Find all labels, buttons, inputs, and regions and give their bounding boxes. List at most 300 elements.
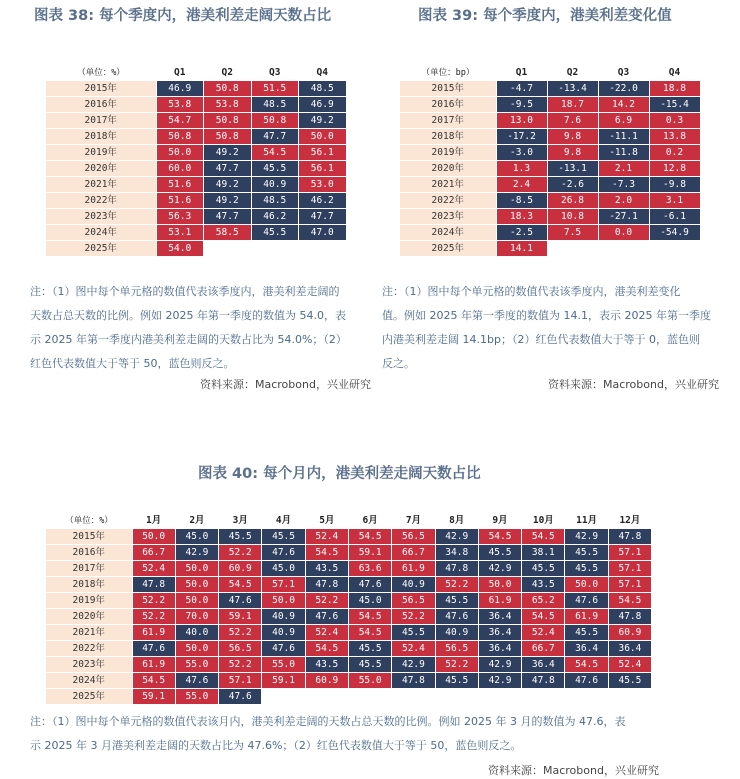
heat-cell-blue: 45.5 bbox=[522, 561, 565, 577]
year-label: 2020年 bbox=[46, 609, 132, 625]
heat-cell-red: 54.5 bbox=[608, 593, 651, 609]
column-header: 11月 bbox=[565, 514, 608, 529]
heat-cell-blue: 46.2 bbox=[251, 209, 299, 225]
heat-cell-red: 53.8 bbox=[156, 97, 204, 113]
heat-cell-red: 55.0 bbox=[348, 673, 391, 689]
heat-cell-red: 50.0 bbox=[175, 577, 218, 593]
table-row bbox=[46, 609, 652, 625]
heat-cell-blue: 45.0 bbox=[348, 593, 391, 609]
heat-cell-red: 50.0 bbox=[565, 577, 608, 593]
heat-cell-red: 52.2 bbox=[219, 625, 262, 641]
year-label: 2021年 bbox=[46, 625, 132, 641]
year-label: 2025年 bbox=[46, 689, 132, 705]
heat-cell-red: 52.4 bbox=[608, 657, 651, 673]
heat-cell-red: 51.5 bbox=[251, 81, 299, 97]
heat-cell-blue: 45.5 bbox=[565, 561, 608, 577]
year-label: 2024年 bbox=[46, 225, 156, 241]
heat-cell-red: 59.1 bbox=[348, 545, 391, 561]
heat-cell-blue: 45.5 bbox=[435, 593, 478, 609]
heat-cell-red: 52.2 bbox=[132, 609, 175, 625]
heat-cell-blue: 48.5 bbox=[299, 81, 347, 97]
heat-cell-red: 52.2 bbox=[219, 545, 262, 561]
heat-cell-red: 54.5 bbox=[305, 545, 348, 561]
heat-cell-red: 13.8 bbox=[649, 129, 700, 145]
heat-cell-red: 50.8 bbox=[251, 113, 299, 129]
table-row bbox=[46, 113, 346, 129]
heat-cell-red: 56.1 bbox=[299, 161, 347, 177]
table-row bbox=[46, 625, 652, 641]
heat-cell-red: 1.3 bbox=[496, 161, 547, 177]
heat-cell-red: 50.0 bbox=[478, 577, 521, 593]
empty-cell bbox=[305, 689, 348, 705]
heat-cell-blue: 42.9 bbox=[478, 657, 521, 673]
heat-cell-blue: 47.8 bbox=[522, 673, 565, 689]
heat-cell-blue: 46.9 bbox=[156, 81, 204, 97]
empty-cell bbox=[392, 689, 435, 705]
heat-cell-red: 55.0 bbox=[262, 657, 305, 673]
heat-cell-blue: 45.5 bbox=[435, 673, 478, 689]
year-label: 2021年 bbox=[400, 177, 496, 193]
heat-cell-red: 56.5 bbox=[435, 641, 478, 657]
note-line: 示 2025 年第一季度内港美利差走阔的天数占比为 54.0%；（2） bbox=[30, 333, 347, 346]
unit-label: （单位：%） bbox=[46, 514, 132, 529]
heat-cell-blue: 34.8 bbox=[435, 545, 478, 561]
chart-40-note bbox=[30, 710, 730, 758]
heat-cell-red: 66.7 bbox=[392, 545, 435, 561]
empty-cell bbox=[565, 689, 608, 705]
table-row bbox=[400, 193, 700, 209]
heat-cell-blue: 40.0 bbox=[175, 625, 218, 641]
year-label: 2015年 bbox=[46, 529, 132, 545]
heat-cell-red: 50.8 bbox=[204, 81, 252, 97]
empty-cell bbox=[435, 689, 478, 705]
column-header: 8月 bbox=[435, 514, 478, 529]
heat-cell-red: 54.5 bbox=[565, 657, 608, 673]
year-label: 2016年 bbox=[46, 545, 132, 561]
header-row bbox=[46, 514, 652, 529]
heat-cell-blue: 47.6 bbox=[262, 545, 305, 561]
year-label: 2024年 bbox=[46, 673, 132, 689]
heat-cell-blue: 42.9 bbox=[175, 545, 218, 561]
heat-cell-blue: 45.5 bbox=[565, 625, 608, 641]
heat-cell-red: 53.8 bbox=[204, 97, 252, 113]
heat-cell-blue: -9.8 bbox=[649, 177, 700, 193]
heat-cell-blue: 47.7 bbox=[204, 209, 252, 225]
heat-cell-blue: 47.6 bbox=[305, 609, 348, 625]
empty-cell bbox=[522, 689, 565, 705]
column-header: 4月 bbox=[262, 514, 305, 529]
heat-cell-red: 52.2 bbox=[435, 577, 478, 593]
heat-cell-blue: 47.6 bbox=[565, 673, 608, 689]
chart-38-source: 资料来源：Macrobond，兴业研究 bbox=[200, 378, 371, 391]
table-row bbox=[46, 641, 652, 657]
column-header: 12月 bbox=[608, 514, 651, 529]
table-row bbox=[46, 657, 652, 673]
heat-cell-red: 54.5 bbox=[348, 529, 391, 545]
heat-cell-red: 53.0 bbox=[299, 177, 347, 193]
heat-cell-red: 52.2 bbox=[219, 657, 262, 673]
heat-cell-red: 59.1 bbox=[219, 609, 262, 625]
table-row bbox=[46, 673, 652, 689]
table-row bbox=[400, 241, 700, 257]
note-line: 注：（1）图中每个单元格的数值代表该季度内，港美利差走阔的 bbox=[30, 285, 340, 298]
heat-cell-blue: -13.4 bbox=[547, 81, 598, 97]
note-line: 红色代表数值大于等于 50，蓝色则反之。 bbox=[30, 357, 235, 370]
heat-cell-red: 56.1 bbox=[299, 145, 347, 161]
heat-cell-red: 50.0 bbox=[156, 145, 204, 161]
heat-cell-red: 50.0 bbox=[262, 593, 305, 609]
year-label: 2020年 bbox=[46, 161, 156, 177]
year-label: 2019年 bbox=[46, 593, 132, 609]
heat-cell-red: 52.4 bbox=[305, 529, 348, 545]
heat-cell-red: 0.3 bbox=[649, 113, 700, 129]
heat-cell-red: 52.4 bbox=[522, 625, 565, 641]
table-row bbox=[400, 97, 700, 113]
heat-cell-red: 2.1 bbox=[598, 161, 649, 177]
heat-cell-red: 63.6 bbox=[348, 561, 391, 577]
heat-cell-blue: -7.3 bbox=[598, 177, 649, 193]
heat-cell-blue: 47.6 bbox=[565, 593, 608, 609]
chart-40-source: 资料来源：Macrobond，兴业研究 bbox=[488, 764, 659, 777]
column-header: Q1 bbox=[496, 66, 547, 81]
year-label: 2022年 bbox=[400, 193, 496, 209]
note-line: 天数占总天数的比例。例如 2025 年第一季度的数值为 54.0，表 bbox=[30, 309, 346, 322]
empty-cell bbox=[299, 241, 347, 257]
heat-cell-blue: 42.9 bbox=[392, 657, 435, 673]
year-label: 2018年 bbox=[400, 129, 496, 145]
heat-cell-red: 9.8 bbox=[547, 129, 598, 145]
year-label: 2016年 bbox=[400, 97, 496, 113]
heat-cell-red: 18.7 bbox=[547, 97, 598, 113]
heat-cell-blue: 40.9 bbox=[392, 577, 435, 593]
unit-label: （单位：%） bbox=[46, 66, 156, 81]
heat-cell-blue: 45.5 bbox=[608, 673, 651, 689]
heat-cell-blue: 47.6 bbox=[262, 641, 305, 657]
heat-cell-red: 59.1 bbox=[262, 673, 305, 689]
heat-cell-red: 61.9 bbox=[392, 561, 435, 577]
year-label: 2017年 bbox=[46, 561, 132, 577]
year-label: 2017年 bbox=[400, 113, 496, 129]
empty-cell bbox=[251, 241, 299, 257]
heat-cell-red: 3.1 bbox=[649, 193, 700, 209]
heat-cell-blue: 47.8 bbox=[608, 609, 651, 625]
year-label: 2023年 bbox=[400, 209, 496, 225]
note-line: 内港美利差走阔 14.1bp；（2）红色代表数值大于等于 0，蓝色则 bbox=[382, 333, 700, 346]
empty-cell bbox=[608, 689, 651, 705]
heat-cell-red: 57.1 bbox=[608, 577, 651, 593]
heat-cell-red: 50.8 bbox=[204, 113, 252, 129]
heat-cell-red: 7.6 bbox=[547, 113, 598, 129]
heat-cell-blue: -6.1 bbox=[649, 209, 700, 225]
header-row bbox=[400, 66, 700, 81]
heat-cell-blue: 40.9 bbox=[435, 625, 478, 641]
heat-cell-blue: 47.8 bbox=[608, 529, 651, 545]
column-header: 1月 bbox=[132, 514, 175, 529]
heat-cell-blue: 49.2 bbox=[204, 145, 252, 161]
heat-cell-red: 66.7 bbox=[132, 545, 175, 561]
heat-cell-blue: -27.1 bbox=[598, 209, 649, 225]
heat-cell-blue: 47.7 bbox=[299, 209, 347, 225]
heat-cell-blue: 42.9 bbox=[478, 673, 521, 689]
heat-cell-blue: 47.0 bbox=[299, 225, 347, 241]
heat-cell-red: 50.0 bbox=[175, 593, 218, 609]
heat-cell-blue: 48.5 bbox=[251, 97, 299, 113]
heat-cell-blue: 36.4 bbox=[522, 657, 565, 673]
year-label: 2018年 bbox=[46, 129, 156, 145]
heat-cell-blue: -11.8 bbox=[598, 145, 649, 161]
table-row bbox=[400, 225, 700, 241]
column-header: Q4 bbox=[649, 66, 700, 81]
heat-cell-blue: 45.5 bbox=[348, 657, 391, 673]
heat-cell-blue: 47.8 bbox=[305, 577, 348, 593]
heat-cell-blue: -11.1 bbox=[598, 129, 649, 145]
heat-cell-red: 2.4 bbox=[496, 177, 547, 193]
table-row bbox=[46, 97, 346, 113]
year-label: 2019年 bbox=[400, 145, 496, 161]
table-row bbox=[46, 193, 346, 209]
heat-cell-blue: 45.0 bbox=[175, 529, 218, 545]
heat-cell-blue: 45.5 bbox=[565, 545, 608, 561]
heat-cell-red: 57.1 bbox=[608, 561, 651, 577]
heat-cell-red: 54.5 bbox=[219, 577, 262, 593]
heat-cell-blue: 45.5 bbox=[478, 545, 521, 561]
note-line: 注：（1）图中每个单元格的数值代表该季度内，港美利差变化 bbox=[382, 285, 681, 298]
year-label: 2021年 bbox=[46, 177, 156, 193]
heat-cell-blue: 43.5 bbox=[522, 577, 565, 593]
header-row bbox=[46, 66, 346, 81]
column-header: Q1 bbox=[156, 66, 204, 81]
heat-cell-red: 50.0 bbox=[299, 129, 347, 145]
heat-cell-red: 52.2 bbox=[435, 657, 478, 673]
heat-cell-blue: -4.7 bbox=[496, 81, 547, 97]
heat-cell-blue: 47.8 bbox=[132, 577, 175, 593]
heat-cell-red: 54.7 bbox=[156, 113, 204, 129]
heat-cell-blue: 49.2 bbox=[204, 193, 252, 209]
heat-cell-blue: 47.6 bbox=[435, 609, 478, 625]
heat-cell-red: 52.4 bbox=[392, 641, 435, 657]
year-label: 2018年 bbox=[46, 577, 132, 593]
heat-cell-blue: 36.4 bbox=[565, 641, 608, 657]
heat-cell-blue: 40.9 bbox=[262, 625, 305, 641]
column-header: 2月 bbox=[175, 514, 218, 529]
heat-cell-blue: 47.6 bbox=[348, 577, 391, 593]
heat-cell-blue: 48.5 bbox=[251, 193, 299, 209]
table-row bbox=[46, 177, 346, 193]
heat-cell-red: 14.1 bbox=[496, 241, 547, 257]
table-row bbox=[400, 145, 700, 161]
heat-cell-red: 56.5 bbox=[392, 529, 435, 545]
year-label: 2024年 bbox=[400, 225, 496, 241]
column-header: 7月 bbox=[392, 514, 435, 529]
heat-cell-red: 57.1 bbox=[219, 673, 262, 689]
chart-40-heatmap-table bbox=[46, 514, 652, 705]
year-label: 2025年 bbox=[46, 241, 156, 257]
column-header: Q3 bbox=[598, 66, 649, 81]
heat-cell-blue: 47.7 bbox=[251, 129, 299, 145]
table-row bbox=[46, 145, 346, 161]
table-row bbox=[400, 161, 700, 177]
heat-cell-blue: -3.0 bbox=[496, 145, 547, 161]
heat-cell-blue: 40.9 bbox=[251, 177, 299, 193]
heat-cell-red: 50.0 bbox=[175, 641, 218, 657]
heat-cell-red: 55.0 bbox=[175, 689, 218, 705]
heat-cell-red: 56.5 bbox=[219, 641, 262, 657]
heat-cell-blue: 43.5 bbox=[305, 561, 348, 577]
heat-cell-red: 57.1 bbox=[608, 545, 651, 561]
empty-cell bbox=[598, 241, 649, 257]
heat-cell-red: 54.5 bbox=[522, 529, 565, 545]
heat-cell-red: 50.0 bbox=[175, 561, 218, 577]
year-label: 2019年 bbox=[46, 145, 156, 161]
heat-cell-blue: -2.6 bbox=[547, 177, 598, 193]
table-row bbox=[46, 561, 652, 577]
heat-cell-blue: -8.5 bbox=[496, 193, 547, 209]
heat-cell-blue: 47.7 bbox=[204, 161, 252, 177]
heat-cell-red: 51.6 bbox=[156, 177, 204, 193]
heat-cell-red: 54.5 bbox=[478, 529, 521, 545]
year-label: 2015年 bbox=[46, 81, 156, 97]
heat-cell-red: 54.5 bbox=[132, 673, 175, 689]
heat-cell-blue: 42.9 bbox=[435, 529, 478, 545]
heat-cell-blue: 42.9 bbox=[478, 561, 521, 577]
chart-40-title: 图表 40: 每个月内，港美利差走阔天数占比 bbox=[198, 466, 481, 482]
heat-cell-blue: -13.1 bbox=[547, 161, 598, 177]
heat-cell-blue: 47.6 bbox=[219, 689, 262, 705]
heat-cell-blue: 43.5 bbox=[305, 657, 348, 673]
heat-cell-red: 26.8 bbox=[547, 193, 598, 209]
heat-cell-blue: 45.5 bbox=[219, 529, 262, 545]
heat-cell-red: 6.9 bbox=[598, 113, 649, 129]
chart-38-heatmap-table bbox=[46, 66, 347, 257]
heat-cell-red: 52.2 bbox=[305, 593, 348, 609]
heat-cell-red: 61.9 bbox=[132, 625, 175, 641]
heat-cell-red: 60.9 bbox=[608, 625, 651, 641]
year-label: 2016年 bbox=[46, 97, 156, 113]
column-header: 3月 bbox=[219, 514, 262, 529]
heat-cell-blue: -22.0 bbox=[598, 81, 649, 97]
table-row bbox=[46, 241, 346, 257]
heat-cell-red: 66.7 bbox=[522, 641, 565, 657]
heat-cell-red: 61.9 bbox=[565, 609, 608, 625]
heat-cell-red: 7.5 bbox=[547, 225, 598, 241]
empty-cell bbox=[649, 241, 700, 257]
year-label: 2020年 bbox=[400, 161, 496, 177]
heat-cell-red: 54.5 bbox=[251, 145, 299, 161]
heat-cell-red: 52.4 bbox=[132, 561, 175, 577]
column-header: Q2 bbox=[547, 66, 598, 81]
note-line: 反之。 bbox=[382, 357, 415, 370]
year-label: 2015年 bbox=[400, 81, 496, 97]
heat-cell-red: 54.0 bbox=[156, 241, 204, 257]
heat-cell-blue: -54.9 bbox=[649, 225, 700, 241]
year-label: 2023年 bbox=[46, 657, 132, 673]
note-line: 注：（1）图中每个单元格的数值代表该月内，港美利差走阔的天数占总天数的比例。例如 2025 年 3 月的数值为 47.6，表 bbox=[30, 715, 626, 728]
heat-cell-red: 60.0 bbox=[156, 161, 204, 177]
table-row bbox=[400, 209, 700, 225]
heat-cell-red: 55.0 bbox=[175, 657, 218, 673]
heat-cell-red: 12.8 bbox=[649, 161, 700, 177]
heat-cell-red: 70.0 bbox=[175, 609, 218, 625]
heat-cell-red: 54.5 bbox=[348, 625, 391, 641]
year-label: 2025年 bbox=[400, 241, 496, 257]
table-row bbox=[46, 161, 346, 177]
chart-39-heatmap-table bbox=[400, 66, 701, 257]
heat-cell-blue: 40.9 bbox=[262, 609, 305, 625]
heat-cell-blue: -9.5 bbox=[496, 97, 547, 113]
table-row bbox=[400, 129, 700, 145]
heat-cell-red: 18.8 bbox=[649, 81, 700, 97]
heat-cell-blue: 38.1 bbox=[522, 545, 565, 561]
chart-39-note bbox=[382, 280, 727, 376]
empty-cell bbox=[204, 241, 252, 257]
heat-cell-red: 54.5 bbox=[522, 609, 565, 625]
heat-cell-blue: -2.5 bbox=[496, 225, 547, 241]
chart-39-title: 图表 39: 每个季度内，港美利差变化值 bbox=[418, 8, 672, 24]
heat-cell-red: 18.3 bbox=[496, 209, 547, 225]
chart-38-title: 图表 38: 每个季度内，港美利差走阔天数占比 bbox=[34, 8, 332, 24]
heat-cell-blue: 47.8 bbox=[392, 673, 435, 689]
table-row bbox=[400, 113, 700, 129]
heat-cell-red: 59.1 bbox=[132, 689, 175, 705]
heat-cell-blue: 36.4 bbox=[478, 609, 521, 625]
chart-39-source: 资料来源：Macrobond，兴业研究 bbox=[548, 378, 719, 391]
heat-cell-red: 60.9 bbox=[219, 561, 262, 577]
heat-cell-red: 50.0 bbox=[132, 529, 175, 545]
table-row bbox=[46, 209, 346, 225]
heat-cell-blue: 42.9 bbox=[565, 529, 608, 545]
unit-label: （单位：bp） bbox=[400, 66, 496, 81]
heat-cell-red: 58.5 bbox=[204, 225, 252, 241]
heat-cell-red: 61.9 bbox=[132, 657, 175, 673]
heat-cell-blue: 49.2 bbox=[299, 113, 347, 129]
heat-cell-red: 54.5 bbox=[348, 609, 391, 625]
table-row bbox=[46, 129, 346, 145]
heat-cell-blue: 47.8 bbox=[435, 561, 478, 577]
heat-cell-red: 53.1 bbox=[156, 225, 204, 241]
year-label: 2022年 bbox=[46, 193, 156, 209]
empty-cell bbox=[478, 689, 521, 705]
heat-cell-blue: 46.2 bbox=[299, 193, 347, 209]
heat-cell-red: 52.4 bbox=[305, 625, 348, 641]
heat-cell-red: 52.2 bbox=[392, 609, 435, 625]
heat-cell-red: 51.6 bbox=[156, 193, 204, 209]
year-label: 2022年 bbox=[46, 641, 132, 657]
heat-cell-red: 9.8 bbox=[547, 145, 598, 161]
heat-cell-blue: 47.6 bbox=[132, 641, 175, 657]
heat-cell-blue: 36.4 bbox=[478, 625, 521, 641]
table-row bbox=[46, 689, 652, 705]
heat-cell-red: 50.8 bbox=[156, 129, 204, 145]
heat-cell-red: 50.8 bbox=[204, 129, 252, 145]
heat-cell-red: 13.0 bbox=[496, 113, 547, 129]
empty-cell bbox=[547, 241, 598, 257]
year-label: 2017年 bbox=[46, 113, 156, 129]
heat-cell-blue: 47.6 bbox=[219, 593, 262, 609]
year-label: 2023年 bbox=[46, 209, 156, 225]
column-header: 6月 bbox=[348, 514, 391, 529]
table-row bbox=[46, 225, 346, 241]
column-header: 5月 bbox=[305, 514, 348, 529]
heat-cell-red: 14.2 bbox=[598, 97, 649, 113]
empty-cell bbox=[348, 689, 391, 705]
heat-cell-red: 57.1 bbox=[262, 577, 305, 593]
note-line: 值。例如 2025 年第一季度的数值为 14.1，表示 2025 年第一季度 bbox=[382, 309, 711, 322]
heat-cell-blue: 45.5 bbox=[251, 225, 299, 241]
empty-cell bbox=[262, 689, 305, 705]
column-header: 10月 bbox=[522, 514, 565, 529]
table-row bbox=[46, 577, 652, 593]
heat-cell-blue: 45.5 bbox=[392, 625, 435, 641]
